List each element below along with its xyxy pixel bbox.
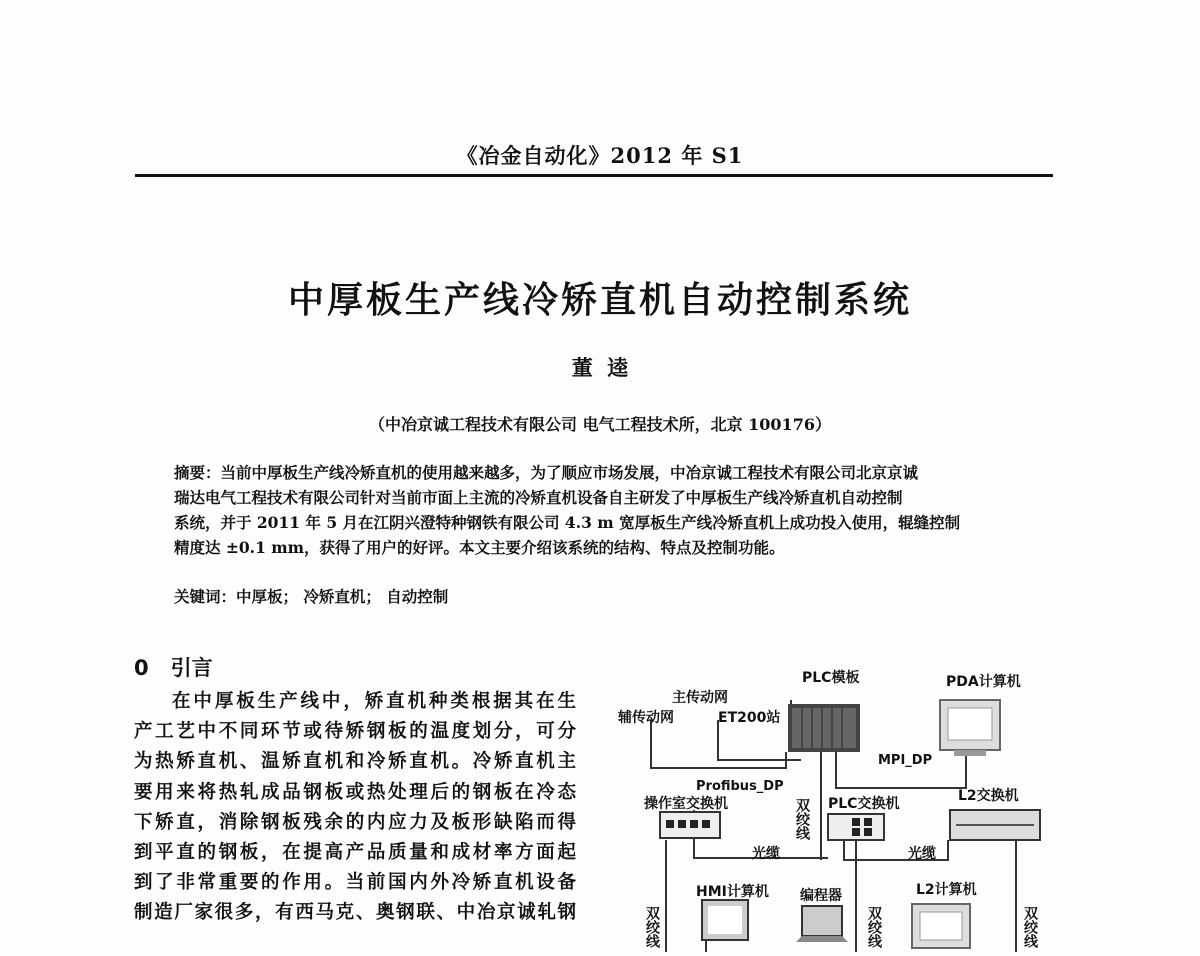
network-diagram-figure [606, 660, 1056, 952]
body-line: 为热矫直机、温矫直机和冷矫直机。冷矫直机主 [134, 751, 576, 773]
label-programmer: 编程器 [800, 888, 842, 904]
body-line: 产工艺中不同环节或待矫钢板的温度划分，可分 [134, 721, 576, 743]
plc-switch-icon [828, 814, 884, 840]
body-line: 在中厚板生产线中，矫直机种类根据其在生 [172, 691, 576, 712]
running-header: 《冶金自动化》2012 年 S1 [456, 143, 744, 168]
programmer-laptop-icon [796, 906, 848, 942]
section-heading [134, 652, 213, 682]
paper-title: 中厚板生产线冷矫直机自动控制系统 [287, 280, 912, 321]
abstract [174, 460, 1024, 560]
body-line: 要用来将热轧成品钢板或热处理后的钢板在冷态 [134, 781, 576, 803]
label-hmi-computer: HMI计算机 [696, 884, 769, 900]
abstract-line: 精度达 ±0.1 mm，获得了用户的好评。本文主要介绍该系统的结构、特点及控制功能。 [174, 538, 785, 557]
label-plc-module: PLC模板 [802, 670, 860, 686]
body-line: 到平直的钢板，在提高产品质量和成材率方面起 [134, 841, 576, 863]
label-profibus-dp: Profibus_DP [696, 779, 784, 794]
body-line: 到了非常重要的作用。当前国内外冷矫直机设备 [134, 872, 576, 894]
keywords-items: 中厚板； 冷矫直机； 自动控制 [236, 587, 449, 606]
l2-computer-icon [912, 904, 970, 948]
label-twisted-pair-right: 双绞线 [1022, 906, 1038, 948]
label-aux-drive-net: 辅传动网 [618, 710, 674, 726]
keywords [174, 584, 1024, 609]
label-twisted-pair-left: 双绞线 [644, 906, 660, 948]
label-l2-computer: L2计算机 [916, 882, 977, 898]
body-line: 制造厂家很多，有西马克、奥钢联、中冶京诚轧钢 [134, 902, 576, 924]
label-mpi-dp: MPI_DP [878, 753, 933, 768]
control-room-switch-icon [660, 812, 720, 838]
label-pda-computer: PDA计算机 [946, 674, 1021, 690]
body-text [134, 687, 576, 929]
keywords-label: 关键词： [174, 587, 237, 606]
label-l2-switch: L2交换机 [958, 788, 1019, 804]
label-main-drive-net: 主传动网 [672, 690, 728, 706]
label-fiber-right: 光缆 [908, 846, 936, 862]
hmi-computer-icon [702, 900, 748, 940]
header-rule [135, 174, 1053, 177]
abstract-line: 瑞达电气工程技术有限公司针对当前市面上主流的冷矫直机设备自主研发了中厚板生产线冷矫直机自动控制 [174, 488, 903, 507]
section-title: 引言 [170, 656, 213, 680]
label-twisted-pair-center: 双绞线 [794, 798, 810, 840]
abstract-label: 摘要： [174, 463, 221, 482]
abstract-line: 摘要：当前中厚板生产线冷矫直机的使用越来越多，为了顺应市场发展，中冶京诚工程技术有限公司北京京诚 [174, 463, 919, 482]
pda-computer-icon [940, 700, 1000, 756]
label-control-room-switch: 操作室交换机 [644, 796, 728, 812]
section-number: 0 [134, 656, 149, 680]
label-fiber-left: 光缆 [752, 846, 780, 862]
l2-switch-icon [950, 810, 1040, 840]
label-et200: ET200站 [718, 710, 781, 726]
abstract-line: 系统，并于 2011 年 5 月在江阴兴澄特种钢铁有限公司 4.3 m 宽厚板生产线冷矫直机上成功投入使用，辊缝控制 [174, 513, 961, 532]
body-line: 下矫直，消除钢板残余的内应力及板形缺陷而得 [134, 811, 576, 833]
network-diagram [606, 660, 1056, 952]
author: 董 逵 [571, 355, 629, 380]
plc-module-rack [788, 704, 860, 752]
affiliation: （中冶京诚工程技术有限公司 电气工程技术所，北京 100176） [369, 415, 831, 434]
label-twisted-pair-mid: 双绞线 [866, 906, 882, 948]
label-plc-switch: PLC交换机 [828, 796, 900, 812]
